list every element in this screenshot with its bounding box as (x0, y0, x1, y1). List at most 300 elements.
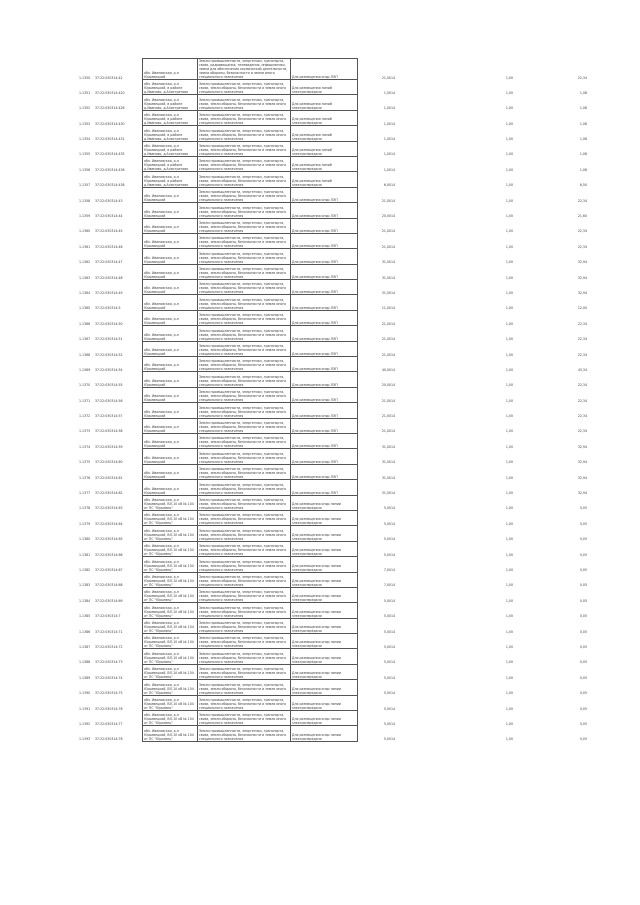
table-row (78, 680, 588, 695)
cadastral-number: 37:22:030314:52 (95, 352, 123, 357)
area-value: 21,0014 (381, 429, 395, 434)
address: обл. Ивановская, р-н Юрьевецкий (143, 449, 198, 464)
blank-cell (396, 726, 478, 741)
address: обл. Ивановская, р-н Юрьевецкий (143, 326, 198, 341)
cadastral-number: 37:22:030314:75 (95, 691, 123, 696)
total-value: 22,34 (577, 75, 587, 80)
address: обл. Ивановская, р-н Юрьевецкий (143, 403, 198, 418)
area-value: 7,0014 (383, 583, 395, 588)
area-value: 5,0014 (383, 660, 395, 665)
row-number: 1.1366 (79, 321, 91, 326)
coefficient-value: 1,00 (505, 106, 513, 111)
coefficient-value: 1,00 (505, 414, 513, 419)
permitted-use: Для размещения опор ЛЭП (291, 233, 358, 248)
total-value: 0,05 (579, 521, 587, 526)
cadastral-number: 37:22:030314:61 (95, 475, 123, 480)
total-value: 0,05 (579, 629, 587, 634)
cadastral-number: 37:22:030314:78 (95, 737, 123, 742)
coefficient-value: 1,00 (505, 398, 513, 403)
area-value: 20,0014 (381, 214, 395, 219)
land-category: Земли промышленности, энергетики, транспорта, связи, земли обороны, безопасности и земли иного специального назначения (198, 218, 291, 233)
area-value: 31,0014 (381, 475, 395, 480)
land-category: Земли промышленности, энергетики, транспорта, связи, земли обороны, безопасности и земли иного специального назначения (198, 126, 291, 141)
total-value: 0,05 (579, 675, 587, 680)
register-body (78, 59, 588, 742)
row-number: 1.1370 (79, 383, 91, 388)
blank-cell (396, 187, 478, 202)
address: обл. Ивановская, р-н Юрьевецкий (143, 357, 198, 372)
table-row (78, 59, 588, 80)
coefficient-value: 1,00 (505, 644, 513, 649)
coefficient-value: 1,00 (505, 290, 513, 295)
register-sheet (78, 58, 587, 742)
table-row (78, 372, 588, 387)
coefficient-value: 1,00 (505, 444, 513, 449)
area-value: 7,0014 (383, 568, 395, 572)
address: обл. Ивановская, р-н Юрьевецкий (143, 372, 198, 387)
total-value: 0,05 (579, 583, 587, 588)
table-row (78, 449, 588, 464)
permitted-use: Для размещения опор линии электропередачи (291, 649, 358, 664)
permitted-use: Для размещения опор ЛЭП (291, 387, 358, 402)
land-category: Земли промышленности, энергетики, транспорта, связи, земли обороны, безопасности и земли иного специального назначения (198, 572, 291, 587)
land-category: Земли промышленности, энергетики, транспорта, связи, земли обороны, безопасности и земли иного специального назначения (198, 634, 291, 649)
address: обл. Ивановская, р-н Юрьевецкий, ВЛ-10 кВ № 104 от ПС "Юрьевец" (143, 572, 198, 587)
row-number: 1.1372 (79, 414, 91, 419)
table-row (78, 618, 588, 633)
cadastral-number: 37:22:030314:5 (95, 306, 121, 311)
table-row (78, 649, 588, 664)
total-value: 1,08 (579, 121, 587, 126)
cadastral-number: 37:22:030314:68 (95, 583, 123, 588)
land-category: Земли промышленности, энергетики, транспорта, связи, земли обороны, безопасности и земли иного специального назначения (198, 480, 291, 495)
cadastral-number: 37:22:030314:63 (95, 506, 123, 511)
area-value: 5,0014 (383, 537, 395, 542)
total-value: 32,94 (577, 290, 587, 295)
cadastral-number: 37:22:030314:7 (95, 614, 121, 619)
area-value: 5,0014 (383, 737, 395, 742)
blank-cell (396, 664, 478, 679)
area-value: 1,0014 (383, 137, 395, 142)
permitted-use: Для размещения опор ЛЭП (291, 187, 358, 202)
table-row (78, 156, 588, 171)
total-value: 22,34 (577, 229, 587, 234)
address: обл. Ивановская, р-н Юрьевецкий (143, 310, 198, 325)
land-category: Земли промышленности, энергетики, транспорта, связи, земли обороны, безопасности и земли иного специального назначения (198, 172, 291, 187)
total-value: 32,94 (577, 275, 587, 280)
total-value: 6,50 (579, 183, 587, 188)
blank-cell (396, 418, 478, 433)
total-value: 22,34 (577, 398, 587, 403)
address: обл. Ивановская, р-н Юрьевецкий, ВЛ-10 кВ № 104 от ПС "Юрьевец" (143, 495, 198, 510)
permitted-use: Для размещения опор линии электропередачи (291, 634, 358, 649)
row-number: 1.1353 (79, 121, 91, 126)
permitted-use: Для размещения опор линии электропередачи (291, 680, 358, 695)
address: обл. Ивановская, р-н Юрьевецкий, ВЛ-10 кВ № 104 от ПС "Юрьевец" (143, 526, 198, 541)
blank-cell (396, 295, 478, 310)
land-category: Земли промышленности, энергетики, транспорта, связи, земли обороны, безопасности и земли иного специального назначения (198, 95, 291, 110)
permitted-use: Для размещения опор ЛЭП (291, 59, 358, 80)
coefficient-value: 1,00 (505, 306, 513, 311)
cadastral-number: 37:22:030314:54 (95, 367, 123, 372)
cadastral-number: 37:22:030314:55 (95, 383, 123, 388)
area-value: 1,0014 (383, 90, 395, 95)
total-value: 22,34 (577, 198, 587, 203)
address: обл. Ивановская, р-н Юрьевецкий, ВЛ-10 кВ № 104 от ПС "Юрьевец" (143, 634, 198, 649)
row-number: 1.1377 (79, 491, 91, 496)
address: обл. Ивановская, р-н Юрьевецкий, в районе д.Иваново, д.Алистратово (143, 156, 198, 171)
blank-cell (396, 156, 478, 171)
row-number: 1.1361 (79, 244, 91, 249)
blank-cell (396, 264, 478, 279)
coefficient-value: 1,00 (505, 183, 513, 188)
address: обл. Ивановская, р-н Юрьевецкий, ВЛ-10 кВ № 104 от ПС "Юрьевец" (143, 649, 198, 664)
total-value: 12,00 (577, 306, 587, 311)
area-value: 5,0014 (383, 629, 395, 634)
blank-cell (396, 480, 478, 495)
permitted-use: Для размещения опор линии электропередачи (291, 510, 358, 525)
coefficient-value: 1,00 (505, 537, 513, 542)
cadastral-number: 37:22:030314:435 (95, 152, 125, 157)
row-number: 1.1369 (79, 367, 91, 372)
total-value: 21,60 (577, 214, 587, 219)
coefficient-value: 1,00 (505, 152, 513, 157)
address: обл. Ивановская, р-н Юрьевецкий (143, 387, 198, 402)
address: обл. Ивановская, р-н Юрьевецкий, ВЛ-10 кВ № 104 от ПС "Юрьевец" (143, 510, 198, 525)
coefficient-value: 1,00 (505, 260, 513, 265)
land-category: Земли промышленности, энергетики, транспорта, связи, земли обороны, безопасности и земли иного специального назначения (198, 618, 291, 633)
total-value: 1,08 (579, 152, 587, 157)
coefficient-value: 1,00 (505, 198, 513, 203)
permitted-use: Для размещения опор ЛЭП (291, 480, 358, 495)
table-row (78, 341, 588, 356)
table-row (78, 387, 588, 402)
permitted-use: Для размещения опор линии электропередачи (291, 541, 358, 556)
cadastral-number: 37:22:030314:73 (95, 660, 123, 665)
coefficient-value: 1,00 (505, 629, 513, 634)
area-value: 1,0014 (383, 106, 395, 111)
area-value: 5,0014 (383, 675, 395, 680)
coefficient-value: 1,00 (505, 552, 513, 557)
total-value: 22,34 (577, 321, 587, 326)
total-value: 0,05 (579, 706, 587, 711)
permitted-use: Для размещения линий электропередачи (291, 172, 358, 187)
land-category: Земли промышленности, энергетики, транспорта, связи, земли обороны, безопасности и земли иного специального назначения (198, 603, 291, 618)
area-value: 31,0014 (381, 290, 395, 295)
cadastral-number: 37:22:030314:62 (95, 491, 123, 496)
cadastral-number: 37:22:030314:436 (95, 167, 125, 172)
cadastral-number: 37:22:030314:57 (95, 414, 123, 419)
total-value: 32,94 (577, 475, 587, 480)
address: обл. Ивановская, р-н Юрьевецкий (143, 233, 198, 248)
land-category: Земли промышленности, энергетики, транспорта, связи, земли обороны, безопасности и земли иного специального назначения (198, 80, 291, 95)
land-category: Земли промышленности, энергетики, транспорта, связи, земли обороны, безопасности и земли иного специального назначения (198, 557, 291, 572)
area-value: 5,0014 (383, 614, 395, 619)
coefficient-value: 1,00 (505, 429, 513, 434)
coefficient-value: 1,00 (505, 244, 513, 249)
address: обл. Ивановская, р-н Юрьевецкий, ВЛ-10 кВ № 104 от ПС "Юрьевец" (143, 680, 198, 695)
area-value: 5,0014 (383, 598, 395, 603)
land-category: Земли промышленности, энергетики, транспорта, связи, земли обороны, безопасности и земли иного специального назначения (198, 495, 291, 510)
table-row (78, 187, 588, 202)
address: обл. Ивановская, р-н Юрьевецкий (143, 433, 198, 448)
permitted-use: Для размещения опор линии электропередачи (291, 587, 358, 602)
blank-cell (396, 203, 478, 218)
blank-cell (396, 372, 478, 387)
land-category: Земли промышленности, энергетики, транспорта, связи, земли обороны, безопасности и земли иного специального назначения (198, 587, 291, 602)
area-value: 1,0014 (383, 152, 395, 157)
land-category: Земли промышленности, энергетики, транспорта, связи, земли обороны, безопасности и земли иного специального назначения (198, 233, 291, 248)
permitted-use: Для размещения опор ЛЭП (291, 372, 358, 387)
area-value: 5,0014 (383, 506, 395, 511)
permitted-use: Для размещения опор ЛЭП (291, 264, 358, 279)
area-value: 31,0014 (381, 491, 395, 496)
permitted-use: Для размещения линий электропередачи (291, 141, 358, 156)
land-category: Земли промышленности, энергетики, транспорта, связи, земли обороны, безопасности и земли иного специального назначения (198, 295, 291, 310)
coefficient-value: 1,00 (505, 598, 513, 603)
table-row (78, 541, 588, 556)
area-value: 31,0014 (381, 444, 395, 449)
address: обл. Ивановская, р-н Юрьевецкий, в районе д.Иваново, д.Алистратово (143, 110, 198, 125)
area-value: 1,0014 (383, 167, 395, 172)
coefficient-value: 1,00 (505, 721, 513, 726)
land-category: Земли промышленности, энергетики, транспорта, связи, земли обороны, безопасности и земли иного специального назначения (198, 418, 291, 433)
permitted-use: Для размещения линий электропередачи (291, 95, 358, 110)
coefficient-value: 1,00 (505, 691, 513, 696)
address: обл. Ивановская, р-н Юрьевецкий (143, 187, 198, 202)
row-number: 1.1373 (79, 429, 91, 434)
cadastral-number: 37:22:030314:49 (95, 290, 123, 295)
land-category: Земли промышленности, энергетики, транспорта, связи, земли обороны, безопасности и земли иного специального назначения (198, 341, 291, 356)
table-row (78, 711, 588, 726)
table-row (78, 495, 588, 510)
permitted-use: Для размещения опор ЛЭП (291, 464, 358, 479)
row-number: 1.1356 (79, 167, 91, 172)
blank-cell (396, 80, 478, 95)
land-category: Земли промышленности, энергетики, транспорта, связи, земли обороны, безопасности и земли иного специального назначения (198, 387, 291, 402)
coefficient-value: 1,00 (505, 352, 513, 357)
area-value: 20,0014 (381, 383, 395, 388)
blank-cell (396, 618, 478, 633)
coefficient-value: 1,00 (505, 506, 513, 511)
address: обл. Ивановская, р-н Юрьевецкий (143, 218, 198, 233)
address: обл. Ивановская, р-н Юрьевецкий (143, 341, 198, 356)
table-row (78, 172, 588, 187)
cadastral-number: 37:22:030314:43 (95, 198, 123, 203)
cadastral-number: 37:22:030314:66 (95, 552, 123, 557)
coefficient-value: 1,00 (505, 75, 513, 80)
land-category: Земли промышленности, энергетики, транспорта, связи, земли обороны, безопасности и земли иного специального назначения (198, 187, 291, 202)
permitted-use: Для размещения опор линии электропередачи (291, 726, 358, 741)
table-row (78, 264, 588, 279)
table-row (78, 218, 588, 233)
permitted-use: Для размещения опор линии электропередачи (291, 572, 358, 587)
blank-cell (396, 172, 478, 187)
address: обл. Ивановская, р-н Юрьевецкий, в районе д.Иваново, д.Алистратово (143, 80, 198, 95)
row-number: 1.1357 (79, 183, 91, 188)
coefficient-value: 1,00 (505, 521, 513, 526)
coefficient-value: 1,00 (505, 121, 513, 126)
row-number: 1.1365 (79, 306, 91, 311)
coefficient-value: 1,00 (505, 568, 513, 572)
area-value: 5,0014 (383, 521, 395, 526)
area-value: 21,0014 (381, 337, 395, 342)
coefficient-value: 1,00 (505, 321, 513, 326)
permitted-use: Для размещения опор ЛЭП (291, 203, 358, 218)
blank-cell (396, 141, 478, 156)
address: обл. Ивановская, р-н Юрьевецкий, ВЛ-10 кВ № 104 от ПС "Юрьевец" (143, 603, 198, 618)
blank-cell (396, 526, 478, 541)
row-number: 1.1358 (79, 198, 91, 203)
total-value: 32,94 (577, 260, 587, 265)
permitted-use: Для размещения опор ЛЭП (291, 418, 358, 433)
land-category: Земли промышленности, энергетики, транспорта, связи, земли обороны, безопасности и земли иного специального назначения (198, 526, 291, 541)
permitted-use: Для размещения опор линии электропередачи (291, 603, 358, 618)
blank-cell (396, 634, 478, 649)
coefficient-value: 1,00 (505, 90, 513, 95)
total-value: 22,34 (577, 352, 587, 357)
row-number: 1.1392 (79, 721, 91, 726)
cadastral-number: 37:22:030314:58 (95, 429, 123, 434)
row-number: 1.1355 (79, 152, 91, 157)
land-category: Земли промышленности, энергетики, транспорта, связи, земли обороны, безопасности и земли иного специального назначения (198, 649, 291, 664)
land-category: Земли промышленности, энергетики, транспорта, связи, земли обороны, безопасности и земли иного специального назначения (198, 433, 291, 448)
blank-cell (396, 387, 478, 402)
total-value: 0,05 (579, 721, 587, 726)
address: обл. Ивановская, р-н Юрьевецкий, в районе д.Иваново, д.Алистратово (143, 95, 198, 110)
blank-cell (396, 310, 478, 325)
table-row (78, 510, 588, 525)
address: обл. Ивановская, р-н Юрьевецкий, в районе д.Иваново, д.Алистратово (143, 126, 198, 141)
permitted-use: Для размещения опор линии электропередачи (291, 711, 358, 726)
row-number: 1.1351 (79, 90, 91, 95)
total-value: 22,34 (577, 414, 587, 419)
row-number: 1.1367 (79, 337, 91, 342)
land-category: Земли промышленности, энергетики, транспорта, связи, земли обороны, безопасности и земли иного специального назначения (198, 264, 291, 279)
land-category: Земли промышленности, энергетики, транспорта, связи, земли обороны, безопасности и земли иного специального назначения (198, 664, 291, 679)
table-row (78, 418, 588, 433)
table-row (78, 403, 588, 418)
cadastral-number: 37:22:030314:46 (95, 244, 123, 249)
total-value: 0,05 (579, 552, 587, 557)
row-number: 1.1393 (79, 737, 91, 742)
permitted-use: Для размещения опор линии электропередачи (291, 557, 358, 572)
blank-cell (396, 59, 478, 80)
blank-cell (396, 403, 478, 418)
blank-cell (396, 572, 478, 587)
blank-cell (396, 341, 478, 356)
land-category: Земли промышленности, энергетики, транспорта, связи, земли обороны, безопасности и земли иного специального назначения (198, 249, 291, 264)
area-value: 5,0014 (383, 691, 395, 696)
cadastral-number: 37:22:030314:72 (95, 644, 123, 649)
table-row (78, 203, 588, 218)
table-row (78, 280, 588, 295)
row-number: 1.1352 (79, 106, 91, 111)
cadastral-number: 37:22:030314:67 (95, 568, 123, 572)
land-category: Земли промышленности, энергетики, транспорта, связи, земли обороны, безопасности и земли иного специального назначения (198, 449, 291, 464)
total-value: 22,34 (577, 383, 587, 388)
land-category: Земли промышленности, энергетики, транспорта, связи, земли обороны, безопасности и земли иного специального назначения (198, 141, 291, 156)
permitted-use: Для размещения опор линии электропередачи (291, 695, 358, 710)
area-value: 21,0014 (381, 321, 395, 326)
land-category: Земли промышленности, энергетики, транспорта, связи, радиовещания, телевидения, информатики, земли для обеспечения космической деятельности, земли обороны, безопасности и земли иного специального назначения (198, 59, 291, 80)
coefficient-value: 1,00 (505, 214, 513, 219)
address: обл. Ивановская, р-н Юрьевецкий, ВЛ-10 кВ № 104 от ПС "Юрьевец" (143, 557, 198, 572)
address: обл. Ивановская, р-н Юрьевецкий, ВЛ-10 кВ № 104 от ПС "Юрьевец" (143, 618, 198, 633)
table-row (78, 603, 588, 618)
cadastral-number: 37:22:030314:60 (95, 460, 123, 465)
blank-cell (396, 603, 478, 618)
coefficient-value: 1,00 (505, 460, 513, 465)
cadastral-number: 37:22:030314:69 (95, 598, 123, 603)
area-value: 5,0014 (383, 706, 395, 711)
permitted-use: Для размещения опор ЛЭП (291, 449, 358, 464)
cadastral-number: 37:22:030314:44 (95, 214, 123, 219)
land-category: Земли промышленности, энергетики, транспорта, связи, земли обороны, безопасности и земли иного специального назначения (198, 310, 291, 325)
total-value: 0,05 (579, 537, 587, 542)
coefficient-value: 1,00 (505, 737, 513, 742)
total-value: 32,94 (577, 444, 587, 449)
area-value: 5,0014 (383, 552, 395, 557)
area-value: 21,0014 (381, 229, 395, 234)
address: обл. Ивановская, р-н Юрьевецкий (143, 480, 198, 495)
table-row (78, 110, 588, 125)
permitted-use: Для размещения опор ЛЭП (291, 218, 358, 233)
total-value: 43,34 (577, 367, 587, 372)
address: обл. Ивановская, р-н Юрьевецкий (143, 249, 198, 264)
permitted-use: Для размещения опор линии электропередачи (291, 526, 358, 541)
total-value: 0,05 (579, 691, 587, 696)
address: обл. Ивановская, р-н Юрьевецкий (143, 203, 198, 218)
address: обл. Ивановская, р-н Юрьевецкий, ВЛ-10 кВ № 104 от ПС "Юрьевец" (143, 711, 198, 726)
row-number: 1.1378 (79, 506, 91, 511)
area-value: 21,0014 (381, 198, 395, 203)
row-number: 1.1390 (79, 691, 91, 696)
permitted-use: Для размещения опор ЛЭП (291, 357, 358, 372)
row-number: 1.1376 (79, 475, 91, 480)
cadastral-number: 37:22:030314:430 (95, 121, 125, 126)
cadastral-number: 37:22:030314:431 (95, 137, 125, 142)
coefficient-value: 1,00 (505, 475, 513, 480)
land-category: Земли промышленности, энергетики, транспорта, связи, земли обороны, безопасности и земли иного специального назначения (198, 510, 291, 525)
area-value: 21,0014 (381, 244, 395, 249)
land-category: Земли промышленности, энергетики, транспорта, связи, земли обороны, безопасности и земли иного специального назначения (198, 711, 291, 726)
land-category: Земли промышленности, энергетики, транспорта, связи, земли обороны, безопасности и земли иного специального назначения (198, 695, 291, 710)
total-value: 1,08 (579, 90, 587, 95)
total-value: 0,05 (579, 660, 587, 665)
coefficient-value: 1,00 (505, 275, 513, 280)
total-value: 32,94 (577, 491, 587, 496)
land-category: Земли промышленности, энергетики, транспорта, связи, земли обороны, безопасности и земли иного специального назначения (198, 110, 291, 125)
area-value: 21,0014 (381, 414, 395, 419)
area-value: 11,0014 (381, 306, 395, 311)
blank-cell (396, 464, 478, 479)
area-value: 5,0014 (383, 721, 395, 726)
blank-cell (396, 95, 478, 110)
row-number: 1.1362 (79, 260, 91, 265)
cadastral-number: 37:22:030314:48 (95, 275, 123, 280)
row-number: 1.1386 (79, 629, 91, 634)
total-value: 1,08 (579, 137, 587, 142)
blank-cell (396, 510, 478, 525)
cadastral-number: 37:22:030314:426 (95, 106, 125, 111)
coefficient-value: 1,00 (505, 583, 513, 588)
address: обл. Ивановская, р-н Юрьевецкий, в районе д.Иваново, д.Алистратово (143, 141, 198, 156)
table-row (78, 141, 588, 156)
cadastral-number: 37:22:030314:42 (95, 75, 123, 80)
table-row (78, 126, 588, 141)
address: обл. Ивановская, р-н Юрьевецкий (143, 295, 198, 310)
